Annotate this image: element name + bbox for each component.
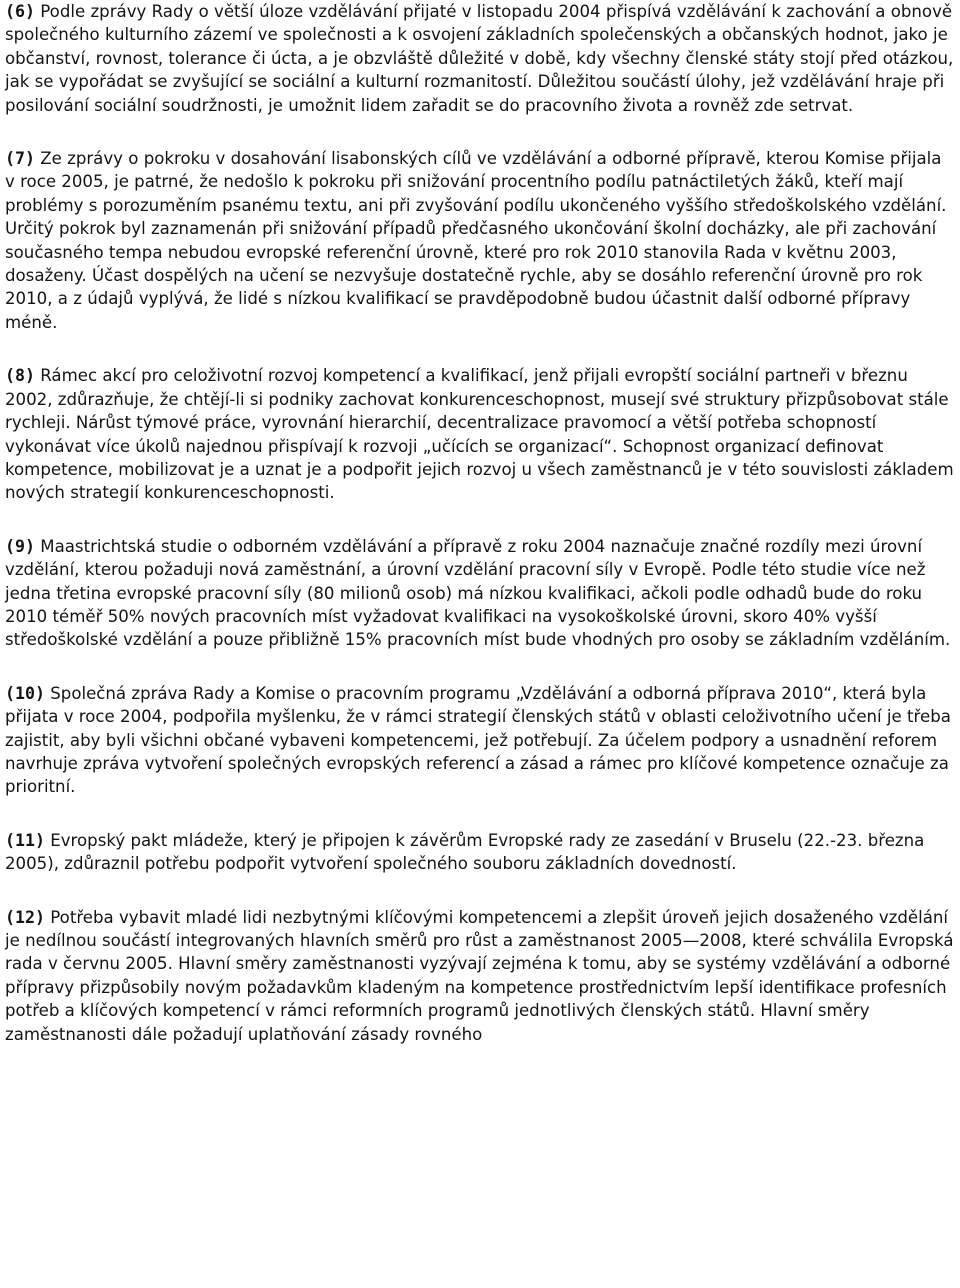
paragraph-12 bbox=[5, 906, 956, 1046]
paragraph-number: (10) bbox=[5, 683, 45, 703]
paragraph-text: Společná zpráva Rady a Komise o pracovním programu „Vzdělávání a odborná příprava 2010“, která byla přijata v roce 2004, podpořila myšlenku, že v rámci strategií členských států v oblasti celoživotního učení je třeba zajistit, aby byli všichni občané vybaveni kompetencemi, jež potřebují. Za účelem podpory a usnadnění reforem navrhuje zpráva vytvoření společných evropských referencí a zásad a rámec pro klíčové kompetence označuje za prioritní. bbox=[5, 683, 951, 797]
paragraph-text: Evropský pakt mládeže, který je připojen k závěrům Evropské rady ze zasedání v Bruselu (22.-23. března 2005), zdůraznil potřebu podpořit vytvoření společného souboru základních dovedností. bbox=[5, 830, 925, 874]
paragraph-text: Podle zprávy Rady o větší úloze vzdělávání přijaté v listopadu 2004 přispívá vzdělávání k zachování a obnově společného kulturního zázemí ve společnosti a k osvojení základních společenských a občanských hodnot, jako je občanství, rovnost, tolerance či úcta, a je obzvláště důležité v době, kdy všechny členské státy stojí před otázkou, jak se vypořádat se zvyšující se sociální a kulturní rozmanitostí. Důležitou součástí úlohy, jež vzdělávání hraje při posilování sociální soudržnosti, je umožnit lidem zařadit se do pracovního života a rovněž zde setrvat. bbox=[5, 2, 954, 115]
paragraph-number: (6) bbox=[5, 2, 35, 21]
paragraph-number: (11) bbox=[5, 830, 45, 850]
paragraph-7 bbox=[5, 147, 956, 334]
paragraph-text: Ze zprávy o pokroku v dosahování lisabonských cílů ve vzdělávání a odborné přípravě, kterou Komise přijala v roce 2005, je patrné, že nedošlo k pokroku při snižování procentního podílu patnáctiletých žáků, kteří mají problémy s porozuměním psanému textu, ani při zvyšování podílu ukončeného vyššího středoškolského vzdělání. Určitý pokrok byl zaznamenán při snižování případů předčasného ukončování školní docházky, ale při zachování současného tempa nebudou evropské referenční úrovně, které pro rok 2010 stanovila Rada v květnu 2003, dosaženy. Účast dospělých na učení se nezvyšuje dostatečně rychle, aby se dosáhlo referenční úrovně pro rok 2010, a z údajů vyplývá, že lidé s nízkou kvalifikací se pravděpodobně budou účastnit další odborné přípravy méně. bbox=[5, 149, 947, 332]
paragraph-number: (12) bbox=[5, 907, 45, 927]
paragraph-9 bbox=[5, 535, 956, 652]
paragraph-text: Potřeba vybavit mladé lidi nezbytnými klíčovými kompetencemi a zlepšit úroveň jejich dosaženého vzdělání je nedílnou součástí integrovaných hlavních směrů pro růst a zaměstnanost 2005—2008, které schválila Evropská rada v červnu 2005. Hlavní směry zaměstnanosti vyzývají zejména k tomu, aby se systémy vzdělávání a odborné přípravy přizpůsobily novým požadavkům kladeným na kompetence prostřednictvím lepší identifikace profesních potřeb a klíčových kompetencí v rámci reformních programů jednotlivých členských států. Hlavní směry zaměstnanosti dále požadují uplatňování zásady rovného bbox=[5, 907, 954, 1044]
paragraph-text: Rámec akcí pro celoživotní rozvoj kompetencí a kvalifikací, jenž přijali evropští sociální partneři v březnu 2002, zdůrazňuje, že chtějí-li si podniky zachovat konkurenceschopnost, musejí své struktury přizpůsobovat stále rychleji. Nárůst týmové práce, vyrovnání hierarchií, decentralizace pravomocí a větší potřeba schopností vykonávat více úkolů najednou přispívají k rozvoji „učících se organizací“. Schopnost organizací definovat kompetence, mobilizovat je a uznat je a podpořit jejich rozvoj u všech zaměstnanců je v této souvislosti základem nových strategií konkurenceschopnosti. bbox=[5, 366, 954, 503]
paragraph-10 bbox=[5, 682, 956, 799]
paragraph-6 bbox=[5, 0, 956, 117]
paragraph-11 bbox=[5, 829, 956, 876]
paragraph-number: (8) bbox=[5, 366, 35, 386]
paragraph-text: Maastrichtská studie o odborném vzdělávání a přípravě z roku 2004 naznačuje značné rozdíly mezi úrovní vzdělání, kterou požaduji nová zaměstnání, a úrovní vzdělání pracovní síly v Evropě. Podle této studie více než jedna třetina evropské pracovní síly (80 milionů osob) má nízkou kvalifikaci, ačkoli podle odhadů bude do roku 2010 téměř 50% nových pracovních míst vyžadovat kvalifikaci na vysokoškolské úrovni, skoro 40% vyšší středoškolské vzdělání a pouze přibližně 15% pracovních míst bude vhodných pro osoby se základním vzděláním. bbox=[5, 536, 951, 650]
paragraph-8 bbox=[5, 364, 956, 504]
paragraph-number: (7) bbox=[5, 149, 35, 169]
paragraph-number: (9) bbox=[5, 536, 35, 556]
